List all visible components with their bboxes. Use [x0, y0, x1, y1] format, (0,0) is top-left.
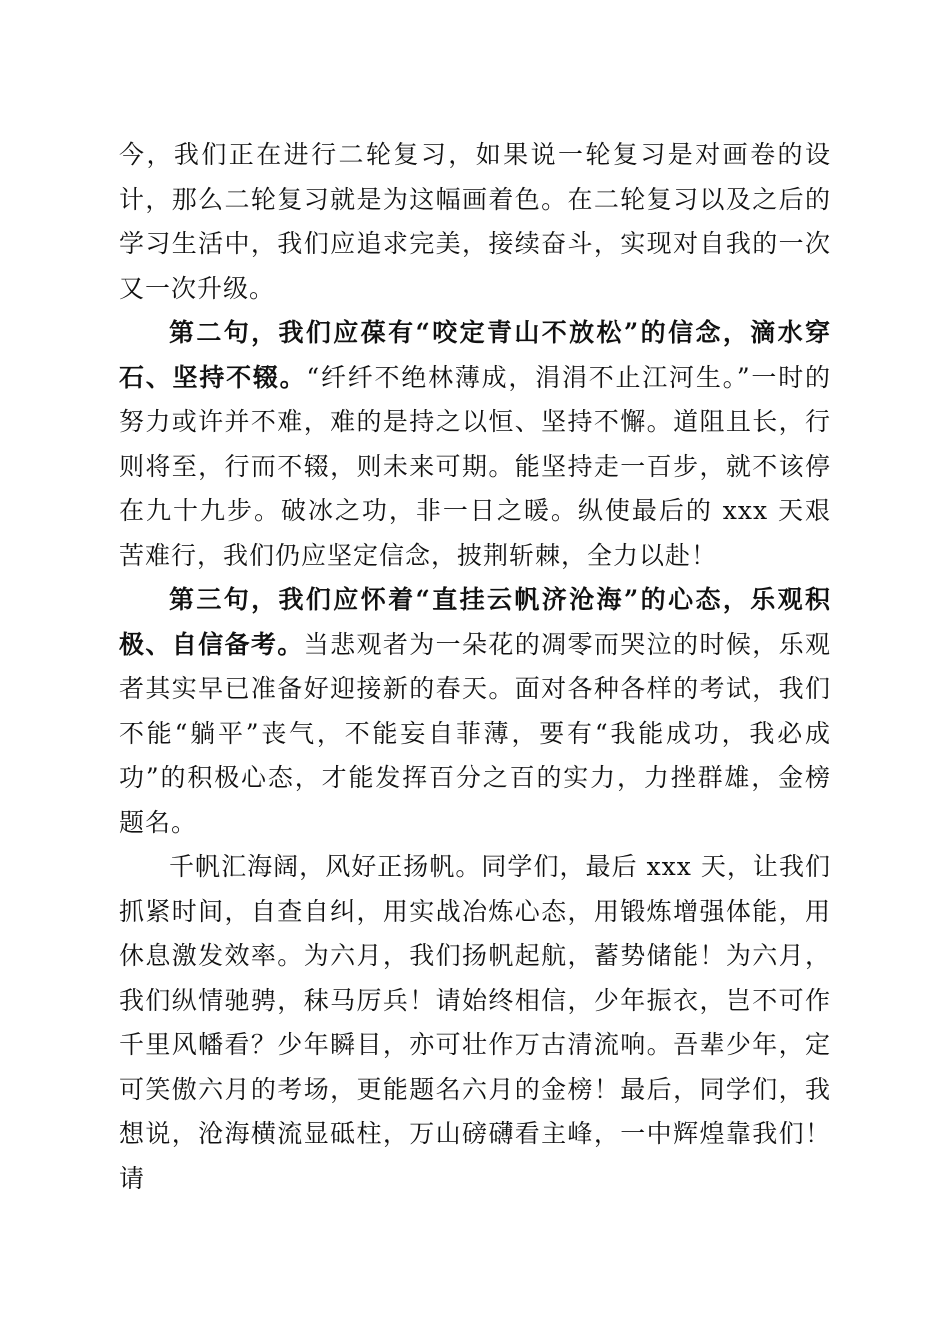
paragraph-closing	[119, 845, 831, 1201]
paragraph-text: 千帆汇海阔，风好正扬帆。同学们，最后 xxx 天，让我们抓紧时间，自查自纠，用实战冶炼心态，用锻炼增强体能，用休息激发效率。为六月，我们扬帆起航，蓄势储能！为六月，我们纵情驰骋，秣马厉兵！请始终相信，少年振衣，岂不可作千里风幡看？少年瞬目，亦可壮作万古清流响。吾辈少年，定可笑傲六月的考场，更能题名六月的金榜！最后，同学们，我想说，沧海横流显砥柱，万山磅礴看主峰，一中辉煌靠我们！请	[119, 852, 831, 1193]
paragraph-text: 当悲观者为一朵花的凋零而哭泣的时候，乐观者其实早已准备好迎接新的春天。面对各种各样的考试，我们不能“躺平”丧气，不能妄自菲薄，要有“我能成功，我必成功”的积极心态，才能发挥百分之百的实力，力挫群雄，金榜题名。	[119, 629, 831, 837]
paragraph-text: “纤纤不绝林薄成，涓涓不止江河生。”一时的努力或许并不难，难的是持之以恒、坚持不懈。道阻且长，行则将至，行而不辍，则未来可期。能坚持走一百步，就不该停在九十九步。破冰之功，非一日之暖。纵使最后的 xxx 天艰苦难行，我们仍应坚定信念，披荆斩棘，全力以赴！	[119, 362, 831, 570]
paragraph-text: 今，我们正在进行二轮复习，如果说一轮复习是对画卷的设计，那么二轮复习就是为这幅画着色。在二轮复习以及之后的学习生活中，我们应追求完美，接续奋斗，实现对自我的一次又一次升级。	[119, 140, 831, 303]
paragraph-third-point	[119, 578, 831, 845]
paragraph-second-point	[119, 311, 831, 578]
paragraph-lead-sentence: 第三句，我们应怀着“直挂云帆济沧海”的心态，乐观积极、自信备考。	[119, 585, 831, 659]
body-text	[119, 133, 831, 1201]
paragraph-continuation	[119, 133, 831, 311]
paragraph-lead-sentence: 第二句，我们应葆有“咬定青山不放松”的信念，滴水穿石、坚持不辍。	[119, 318, 831, 392]
